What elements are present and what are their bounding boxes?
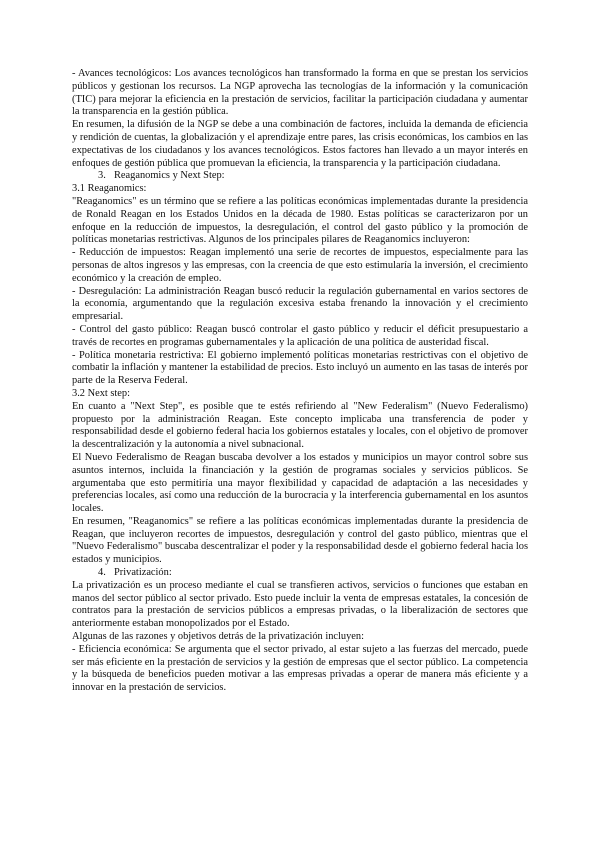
section-4-number: 4. — [98, 567, 106, 579]
section-4-title: Privatización: — [114, 567, 172, 579]
heading-section-4 — [72, 567, 528, 580]
paragraph-politica-monetaria: - Política monetaria restrictiva: El gobierno implementó políticas monetarias restrictivas con el objetivo de combatir la inflación y mantener la estabilidad de precios. Esto incluyó un aumento en las tasas de interés por parte de la Reserva Federal. — [72, 349, 528, 387]
paragraph-avances-tecnologicos: - Avances tecnológicos: Los avances tecnológicos han transformado la forma en que se prestan los servicios públicos y gestionan los recursos. La NGP aprovecha las tecnologías de la información y la comunicación (TIC) para mejorar la eficiencia en la prestación de servicios, facilitar la participación ciudadana y aumentar la transparencia en la gestión pública. — [72, 68, 528, 118]
heading-subsection-3-1: 3.1 Reaganomics: — [72, 183, 147, 195]
paragraph-control-gasto: - Control del gasto público: Reagan buscó controlar el gasto público y reducir el déficit presupuestario a través de recortes en programas gubernamentales y la aplicación de una política de austeridad fiscal. — [72, 323, 528, 348]
section-3-title: Reaganomics y Next Step: — [114, 170, 225, 182]
heading-subsection-3-2: 3.2 Next step: — [72, 387, 131, 399]
paragraph-resumen-ngp: En resumen, la difusión de la NGP se debe a una combinación de factores, incluida la demanda de eficiencia y rendición de cuentas, la globalización y el aprendizaje entre pares, las crisis económicas, los cambios en las expectativas de los ciudadanos y los avances tecnológicos. Estos factores han llevado a un mayor interés en enfoques de gestión pública que promuevan la eficiencia, la transparencia y la participación ciudadana. — [72, 119, 528, 169]
paragraph-resumen-reaganomics: En resumen, "Reaganomics" se refiere a las políticas económicas implementadas durante la presidencia de Reagan, que incluyeron recortes de impuestos, desregulación y control del gasto público, mientras que el "Nuevo Federalismo" buscaba descentralizar el poder y la responsabilidad desde el gobierno federal hacia los estados y municipios. — [72, 515, 528, 566]
document-page — [72, 68, 528, 695]
paragraph-privatizacion-intro: La privatización es un proceso mediante el cual se transfieren activos, servicios o funciones que estaban en manos del sector público al sector privado. Esto puede incluir la venta de empresas estatales, la concesión de contratos para la prestación de servicios públicos a empresas privadas, o la liberalización de sectores que anteriormente estaban monopolizados por el Estado. — [72, 579, 528, 630]
paragraph-nuevo-federalismo: El Nuevo Federalismo de Reagan buscaba devolver a los estados y municipios un mayor control sobre sus asuntos internos, incluida la financiación y la gestión de programas sociales y servicios públicos. Se argumentaba que esto permitiría una mayor flexibilidad y capacidad de adaptación a las necesidades y preferencias locales, así como una reducción de la burocracia y la interferencia gubernamental en los asuntos locales. — [72, 451, 528, 515]
paragraph-desregulacion: - Desregulación: La administración Reagan buscó reducir la regulación gubernamental en varios sectores de la economía, argumentando que la regulación excesiva estaba frenando la innovación y el crecimiento empresarial. — [72, 285, 528, 323]
paragraph-eficiencia-economica: - Eficiencia económica: Se argumenta que el sector privado, al estar sujeto a las fuerzas del mercado, puede ser más eficiente en la prestación de servicios y la gestión de empresas que el sector público. La competencia y la búsqueda de beneficios pueden motivar a las empresas privadas a operar de manera más eficiente y a innovar en la prestación de servicios. — [72, 643, 528, 694]
heading-section-3 — [72, 170, 528, 183]
section-3-number: 3. — [98, 170, 106, 182]
paragraph-next-step: En cuanto a "Next Step", es posible que te estés refiriendo al "New Federalism" (Nuevo Federalismo) propuesto por la administración Reagan. Este concepto implicaba una transferencia de poder y responsabilidad desde el gobierno federal hacia los gobiernos estatales y locales, con el objetivo de promover la descentralización y la autonomía a nivel subnacional. — [72, 400, 528, 451]
paragraph-razones-objetivos: Algunas de las razones y objetivos detrás de la privatización incluyen: — [72, 631, 364, 643]
paragraph-reduccion-impuestos: - Reducción de impuestos: Reagan implementó una serie de recortes de impuestos, especialmente para las personas de altos ingresos y las empresas, con la creencia de que esto estimularía la inversión, el crecimiento económico y la creación de empleo. — [72, 247, 528, 284]
paragraph-reaganomics-intro: "Reaganomics" es un término que se refiere a las políticas económicas implementadas durante la presidencia de Ronald Reagan en los Estados Unidos en la década de 1980. Estas políticas se caracterizaron por un enfoque en la reducción de impuestos, la desregulación, el control del gasto público y la promoción de políticas monetarias restrictivas. Algunos de los principales pilares de Reaganomics incluyeron: — [72, 195, 528, 246]
